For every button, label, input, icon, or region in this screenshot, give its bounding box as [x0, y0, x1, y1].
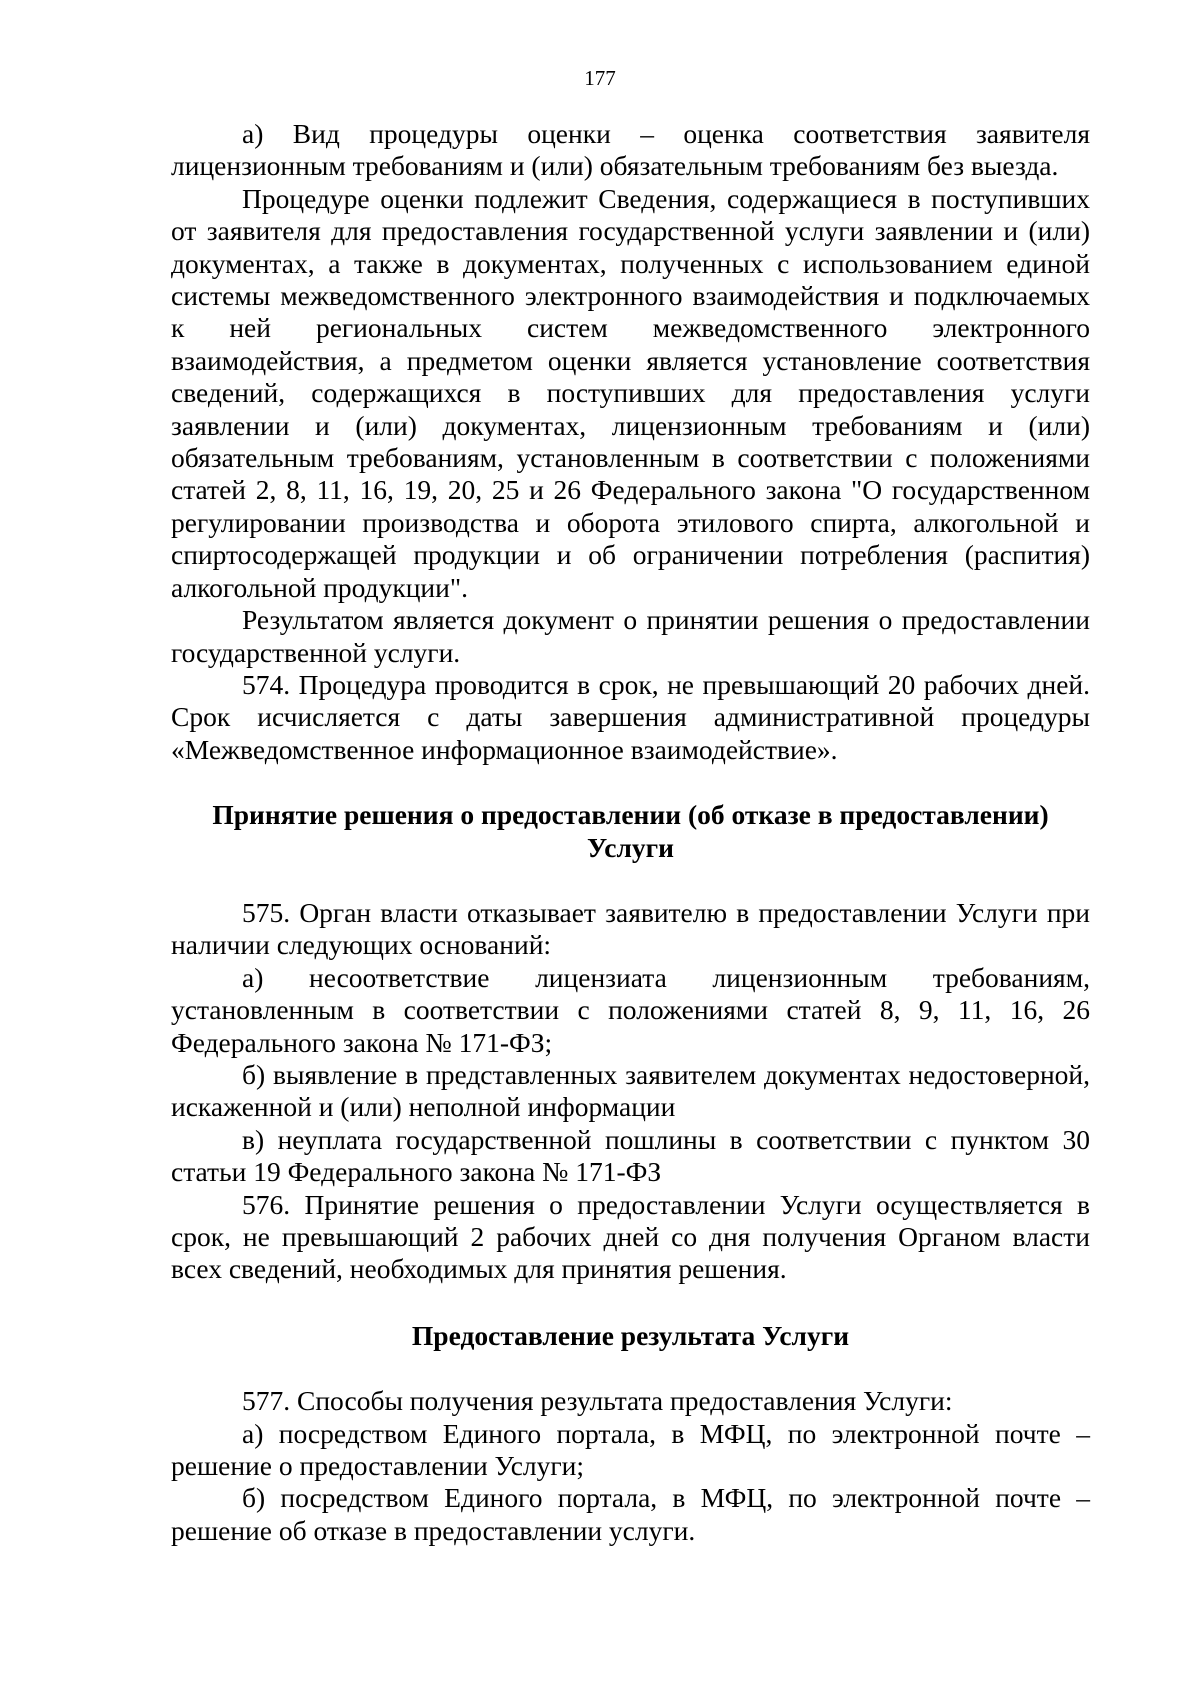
spacer — [171, 864, 1090, 897]
paragraph-574: 574. Процедура проводится в срок, не превышающий 20 рабочих дней. Срок исчисляется с даты завершения административной процедуры «Межведомственное информационное взаимодействие». — [171, 668, 1090, 765]
document-body — [171, 118, 1090, 1547]
paragraph-576: 576. Принятие решения о предоставлении Услуги осуществляется в срок, не превышающий 2 рабочих дней со дня получения Органом власти всех сведений, необходимых для принятия решения. — [171, 1188, 1090, 1285]
paragraph-577-item-b: б) посредством Единого портала, в МФЦ, по электронной почте – решение об отказе в предоставлении услуги. — [171, 1482, 1090, 1546]
paragraph-577: 577. Способы получения результата предоставления Услуги: — [242, 1385, 953, 1417]
paragraph-575: 575. Орган власти отказывает заявителю в предоставлении Услуги при наличии следующих оснований: — [171, 896, 1090, 961]
paragraph-577-item-a: а) посредством Единого портала, в МФЦ, по электронной почте – решение о предоставлении Услуги; — [171, 1417, 1090, 1482]
page-number: 177 — [584, 66, 616, 90]
section-heading-result: Предоставление результата Услуги — [411, 1319, 850, 1351]
paragraph-575-item-v: в) неуплата государственной пошлины в соответствии с пунктом 30 статьи 19 Федерального закона № 171-ФЗ — [171, 1123, 1090, 1188]
paragraph-assessment-subject: Процедуре оценки подлежит Сведения, содержащиеся в поступивших от заявителя для предоставления государственной услуги заявлении и (или) документах, а также в документах, полученных с использованием единой системы межведомственного электронного взаимодействия и подключаемых к ней региональных систем межведомственного электронного взаимодействия, а предметом оценки является установление соответствия сведений, содержащихся в поступивших для предоставления услуги заявлении и (или) документах, лицензионным требованиям и (или) обязательным требованиям, установленным в соответствии с положениями статей 2, 8, 11, 16, 19, 20, 25 и 26 Федерального закона "О государственном регулировании производства и оборота этилового спирта, алкогольной и спиртосодержащей продукции и об ограничении потребления (распития) алкогольной продукции". — [171, 182, 1090, 603]
paragraph-item-a-assessment-type: а) Вид процедуры оценки – оценка соответствия заявителя лицензионным требованиям и (или) обязательным требованиям без выезда. — [171, 118, 1090, 182]
spacer — [171, 766, 1090, 799]
spacer — [171, 1286, 1090, 1320]
paragraph-assessment-result: Результатом является документ о принятии решения о предоставлении государственной услуги. — [171, 604, 1090, 668]
section-heading-decision: Принятие решения о предоставлении (об отказе в предоставлении) Услуги — [212, 799, 1049, 863]
paragraph-575-item-b: б) выявление в представленных заявителем документах недостоверной, искаженной и (или) неполной информации — [171, 1058, 1090, 1123]
paragraph-575-item-a: а) несоответствие лицензиата лицензионным требованиям, установленным в соответствии с положениями статей 8, 9, 11, 16, 26 Федерального закона № 171-ФЗ; — [171, 961, 1090, 1058]
spacer — [171, 1352, 1090, 1385]
